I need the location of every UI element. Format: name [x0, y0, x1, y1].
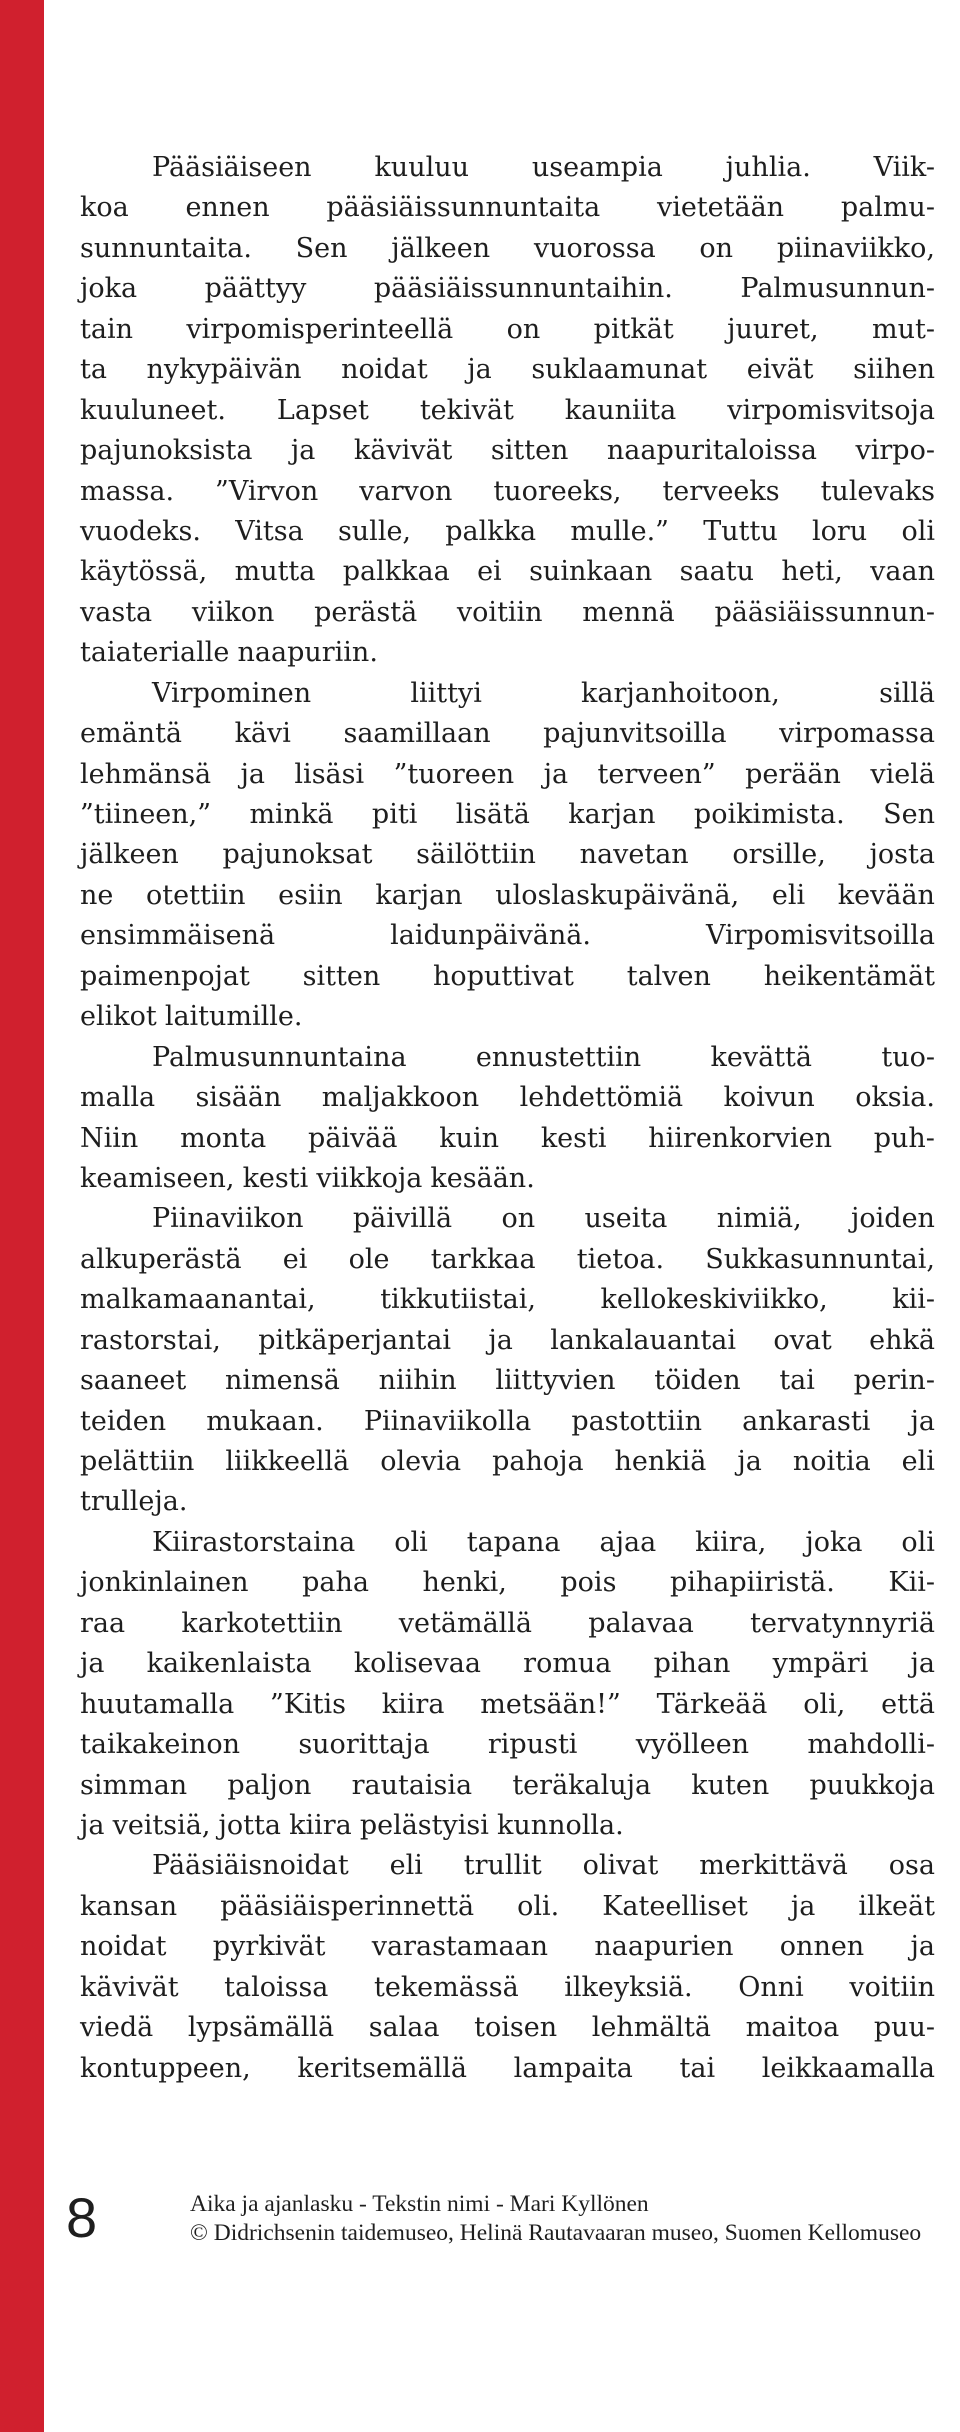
text-line: malkamaanantai, tikkutiistai, kellokeskiviikko, kii-: [80, 1284, 935, 1316]
text-line: kuuluneet. Lapset tekivät kauniita virpomisvitsoja: [80, 394, 935, 426]
text-line: elikot laitumille.: [80, 1001, 303, 1033]
text-line: emäntä kävi saamillaan pajunvitsoilla virpomassa: [80, 718, 935, 750]
text-line: pelättiin liikkeellä olevia pahoja henkiä ja noitia eli: [80, 1446, 935, 1477]
red-accent-bar: [0, 0, 44, 2432]
text-line: vuodeks. Vitsa sulle, palkka mulle.” Tuttu loru oli: [80, 515, 935, 547]
text-line: huutamalla ”Kitis kiira metsään!” Tärkeää oli, että: [80, 1688, 935, 1720]
text-line: vasta viikon perästä voitiin mennä pääsiäissunnun-: [80, 596, 935, 628]
text-line: saaneet nimensä niihin liittyvien töiden tai perin-: [80, 1365, 935, 1397]
text-line: teiden mukaan. Piinaviikolla pastottiin ankarasti ja: [80, 1405, 935, 1437]
page-footer: [190, 2190, 950, 2248]
text-line: ”tiineen,” minkä piti lisätä karjan poikimista. Sen: [80, 799, 935, 830]
text-line: Kiirastorstaina oli tapana ajaa kiira, joka oli: [152, 1526, 935, 1558]
text-line: ensimmäisenä laidunpäivänä. Virpomisvitsoilla: [80, 920, 935, 952]
footer-title-line: Aika ja ajanlasku - Tekstin nimi - Mari Kyllönen: [190, 2191, 649, 2217]
text-line: tain virpomisperinteellä on pitkät juuret, mut-: [80, 313, 935, 345]
text-line: taikakeinon suorittaja ripusti vyölleen mahdolli-: [80, 1729, 935, 1761]
text-line: viedä lypsämällä salaa toisen lehmältä maitoa puu-: [80, 2012, 935, 2044]
text-line: Pääsiäiseen kuuluu useampia juhlia. Viik-: [152, 152, 935, 183]
text-line: trulleja.: [80, 1486, 188, 1518]
text-line: massa. ”Virvon varvon tuoreeks, terveeks tulevaks: [80, 475, 935, 507]
text-line: Piinaviikon päivillä on useita nimiä, joiden: [152, 1203, 935, 1235]
footer-copyright-line: © Didrichsenin taidemuseo, Helinä Rautavaaran museo, Suomen Kellomuseo: [190, 2220, 922, 2246]
text-line: ja kaikenlaista kolisevaa romua pihan ympäri ja: [80, 1648, 935, 1680]
text-line: lehmänsä ja lisäsi ”tuoreen ja terveen” perään vielä: [80, 758, 935, 790]
page-number: 8: [66, 2186, 98, 2249]
text-line: pajunoksista ja kävivät sitten naapuritaloissa virpo-: [80, 435, 935, 467]
text-line: Palmusunnuntaina ennustettiin kevättä tuo-: [152, 1041, 935, 1073]
text-line: joka päättyy pääsiäissunnuntaihin. Palmusunnun-: [80, 273, 935, 305]
text-line: taiaterialle naapuriin.: [80, 637, 378, 669]
text-line: Pääsiäisnoidat eli trullit olivat merkittävä osa: [152, 1850, 935, 1882]
text-line: ta nykypäivän noidat ja suklaamunat eivät siihen: [80, 354, 935, 386]
text-line: raa karkotettiin vetämällä palavaa tervatynnyriä: [80, 1607, 935, 1639]
text-line: noidat pyrkivät varastamaan naapurien onnen ja: [80, 1931, 935, 1963]
text-line: käytössä, mutta palkkaa ei suinkaan saatu heti, vaan: [80, 556, 935, 588]
text-line: malla sisään maljakkoon lehdettömiä koivun oksia.: [80, 1082, 935, 1114]
text-line: ne otettiin esiin karjan uloslaskupäivänä, eli kevään: [80, 879, 935, 911]
text-line: keamiseen, kesti viikkoja kesään.: [80, 1162, 535, 1194]
text-line: jälkeen pajunoksat säilöttiin navetan orsille, josta: [80, 839, 935, 871]
article-body: [80, 148, 935, 2089]
text-line: kansan pääsiäisperinnettä oli. Kateelliset ja ilkeät: [80, 1890, 935, 1922]
text-line: kontuppeen, keritsemällä lampaita tai leikkaamalla: [80, 2052, 935, 2084]
text-line: paimenpojat sitten hoputtivat talven heikentämät: [80, 960, 935, 992]
text-line: ja veitsiä, jotta kiira pelästyisi kunnolla.: [80, 1809, 624, 1841]
text-line: Niin monta päivää kuin kesti hiirenkorvien puh-: [80, 1122, 935, 1154]
text-line: rastorstai, pitkäperjantai ja lankalauantai ovat ehkä: [80, 1324, 935, 1356]
text-line: jonkinlainen paha henki, pois pihapiiristä. Kii-: [80, 1567, 935, 1599]
text-line: alkuperästä ei ole tarkkaa tietoa. Sukkasunnuntai,: [80, 1243, 935, 1275]
text-line: sunnuntaita. Sen jälkeen vuorossa on piinaviikko,: [80, 232, 935, 264]
text-line: koa ennen pääsiäissunnuntaita vietetään palmu-: [80, 192, 935, 224]
text-line: simman paljon rautaisia teräkaluja kuten puukkoja: [80, 1769, 935, 1801]
text-line: kävivät taloissa tekemässä ilkeyksiä. Onni voitiin: [80, 1971, 935, 2003]
text-line: Virpominen liittyi karjanhoitoon, sillä: [152, 677, 935, 709]
